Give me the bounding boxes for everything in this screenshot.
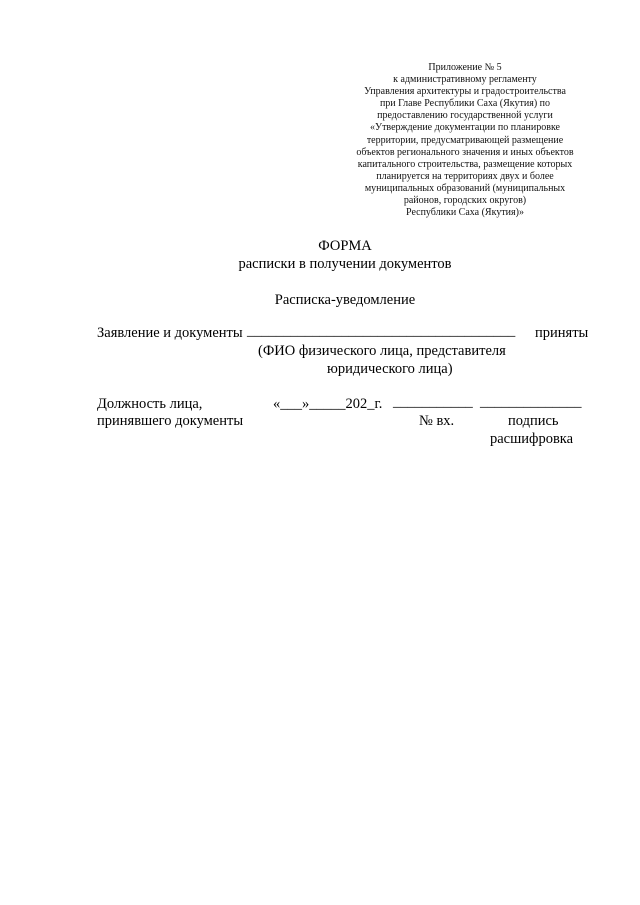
decoding-label: расшифровка — [490, 431, 574, 447]
fio-hint-line2: юридического лица) — [327, 361, 453, 377]
accepted-label: приняты — [535, 325, 589, 341]
annex-header — [340, 62, 590, 219]
annex-line: объектов регионального значения и иных объектов — [356, 146, 574, 158]
annex-line: капитального строительства, размещение которых — [357, 158, 573, 170]
signature-blank-line: ______________ — [480, 394, 582, 410]
annex-line: к административному регламенту — [393, 74, 537, 86]
statement-label: Заявление и документы — [97, 325, 243, 341]
fio-blank-line: _____________________________________ — [247, 323, 516, 339]
annex-line: предоставлению государственной услуги — [377, 110, 553, 122]
annex-line: Управления архитектуры и градостроительства — [364, 86, 566, 98]
annex-line: планируется на территориях двух и более — [376, 170, 554, 182]
annex-line: Приложение № 5 — [428, 62, 502, 73]
form-title: ФОРМА — [318, 238, 372, 254]
number-label: № вх. — [419, 413, 455, 429]
annex-line: территории, предусматривающей размещение — [366, 134, 564, 146]
position-label-line2: принявшего документы — [97, 413, 244, 429]
form-subtitle: расписки в получении документов — [238, 256, 452, 272]
annex-line: Республики Саха (Якутия)» — [406, 207, 524, 219]
annex-line: муниципальных образований (муниципальных — [364, 182, 566, 194]
annex-line: районов, городских округов) — [403, 195, 527, 207]
signature-label: подпись — [508, 413, 559, 429]
number-blank-line: ___________ — [393, 394, 473, 410]
notice-title: Расписка-уведомление — [274, 292, 416, 308]
date-field: «___»_____202_г. — [273, 396, 383, 412]
form-title-block — [200, 237, 490, 273]
fio-hint-line1: (ФИО физического лица, представителя — [258, 343, 506, 359]
annex-line: «Утверждение документации по планировке — [369, 122, 560, 134]
annex-line: при Главе Республики Саха (Якутия) по — [379, 98, 551, 110]
position-label-line1: Должность лица, — [97, 396, 203, 412]
